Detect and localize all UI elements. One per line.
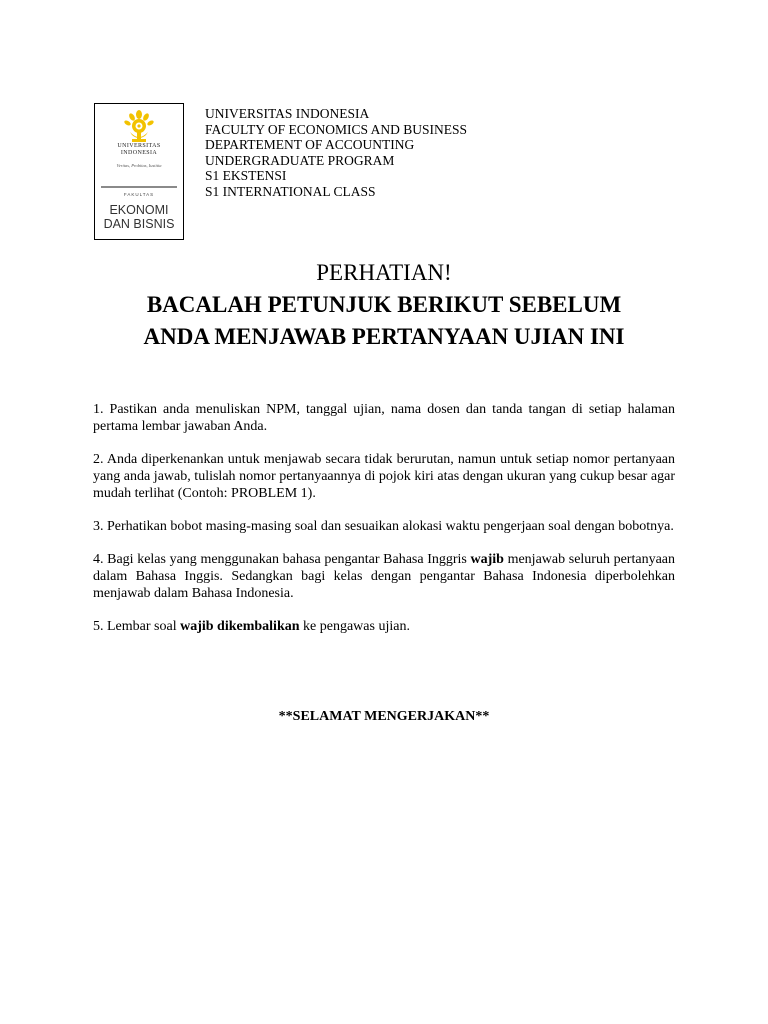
instruction-item-1: 1. Pastikan anda menuliskan NPM, tanggal ujian, nama dosen dan tanda tangan di setiap halaman pertama lembar jawaban Anda. xyxy=(93,402,675,434)
logo-faculty-name: EKONOMI DAN BISNIS xyxy=(103,203,175,231)
closing-message: **SELAMAT MENGERJAKAN** xyxy=(278,709,490,724)
logo-fakultas-label: FAKULTAS xyxy=(123,192,155,197)
instruction-emphasis: wajib dikembalikan xyxy=(180,619,300,634)
faculty-logo xyxy=(94,103,184,240)
title-instruction-line2: ANDA MENJAWAB PERTANYAAN UJIAN INI xyxy=(143,324,625,349)
logo-university-name: UNIVERSITAS INDONESIA xyxy=(117,143,161,156)
makara-emblem-icon xyxy=(121,108,157,144)
instruction-text: ke pengawas ujian. xyxy=(299,619,410,634)
header-line: FACULTY OF ECONOMICS AND BUSINESS xyxy=(205,121,468,137)
instruction-text: menjawab seluruh pertanyaan dalam Bahasa Inggis. Sedangkan bagi kelas dengan pengantar Bahasa Indonesia diperbolehkan menjawab dalam Bahasa Indonesia. xyxy=(93,552,675,601)
header-line: S1 INTERNATIONAL CLASS xyxy=(205,183,376,199)
title-attention: PERHATIAN! xyxy=(316,260,452,285)
page-title xyxy=(60,257,708,353)
header-line: S1 EKSTENSI xyxy=(205,168,287,184)
instruction-emphasis: wajib xyxy=(470,552,504,567)
instruction-item-2: 2. Anda diperkenankan untuk menjawab secara tidak berurutan, namun untuk setiap nomor pertanyaan yang anda jawab, tulislah nomor pertanyaannya di pojok kiri atas dengan ukuran yang cukup besar agar mudah terlihat (Contoh: PROBLEM 1). xyxy=(93,452,675,501)
instruction-list xyxy=(93,401,675,651)
title-instruction-line1: BACALAH PETUNJUK BERIKUT SEBELUM xyxy=(146,292,622,317)
header-line: DEPARTEMENT OF ACCOUNTING xyxy=(205,137,415,153)
header-line: UNDERGRADUATE PROGRAM xyxy=(205,152,395,168)
instruction-item-3: 3. Perhatikan bobot masing-masing soal dan sesuaikan alokasi waktu pengerjaan soal dengan bobotnya. xyxy=(93,519,674,534)
logo-divider xyxy=(101,186,177,188)
instruction-text: 4. Bagi kelas yang menggunakan bahasa pengantar Bahasa Inggris xyxy=(93,552,471,567)
instruction-item-5 xyxy=(93,618,675,635)
logo-motto: Veritas, Probitas, Iustitia xyxy=(116,163,162,168)
header-line: UNIVERSITAS INDONESIA xyxy=(205,106,370,121)
instruction-text: 5. Lembar soal xyxy=(93,619,181,634)
instruction-item-4 xyxy=(93,551,675,602)
institution-header xyxy=(205,106,467,200)
